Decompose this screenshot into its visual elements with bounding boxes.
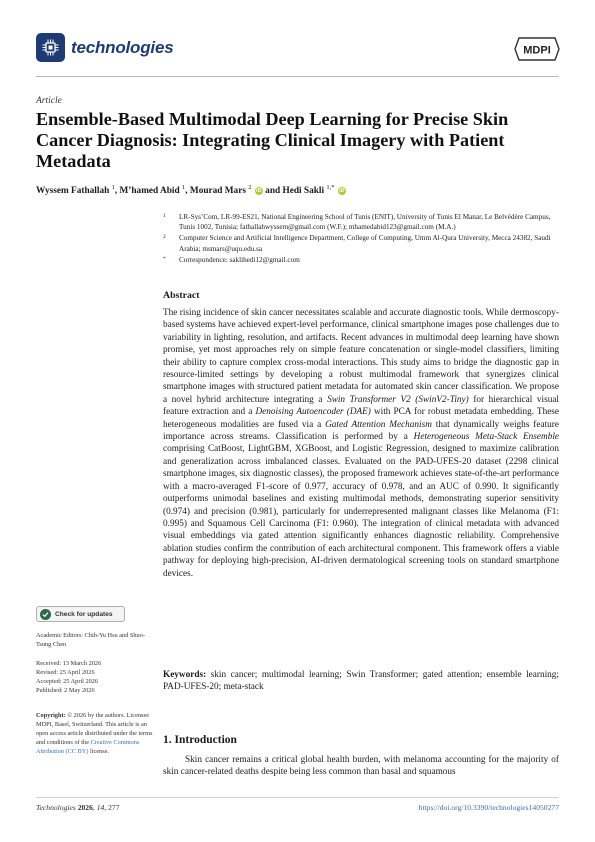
author-name[interactable]: Hedi Sakli — [282, 186, 325, 197]
copyright-tail: license. — [88, 747, 110, 755]
correspondence-text: Correspondence: saklihedi12@gmail.com — [179, 255, 300, 264]
author-name[interactable]: Mourad Mars — [189, 186, 246, 197]
doi-link[interactable]: https://doi.org/10.3390/technologies14050277 — [418, 803, 559, 812]
abstract-text: that dynamically weighs feature importance across streams. Classification is performed by a — [163, 419, 559, 443]
journal-name: technologies — [71, 37, 174, 57]
author-affiliation-mark: 1 — [182, 184, 186, 191]
copyright-label: Copyright: — [36, 712, 66, 719]
keywords-label: Keywords: — [163, 670, 207, 680]
affiliation-text: Computer Science and Artificial Intelligence Department, College of Computing, Umm Al-Qura University, Mecca 24382, Saudi Arabia; msmars@uqu.edu.sa — [179, 234, 551, 253]
author-list — [36, 184, 346, 196]
received-date: Received: 13 March 2026 — [36, 660, 102, 667]
check-updates-label: Check for updates — [55, 610, 113, 618]
orcid-icon[interactable]: iD — [256, 188, 262, 195]
abstract-text: The rising incidence of skin cancer necessitates scalable and accurate diagnostic tools. While dermoscopy-based systems have achieved expert-level performance, clinical smartphone images pose challenges due to variability in lighting, resolution, and artifacts. Recent advances in multimodal deep learning have shown promise, yet most approaches rely on simple feature concatenation or single-model classifiers, limiting their ability to capture complex cross-modal interactions. This study aims to bridge the diagnostic gap in resource-limited settings by developing a robust multimodal framework that synergizes clinical smartphone images with structured patient metadata for automated skin cancer classification. We propose a novel hybrid architecture integrating a — [163, 308, 559, 405]
license-link[interactable]: Creative Commons Attribution (CC BY) — [36, 738, 140, 755]
technologies-journal-icon — [36, 33, 65, 62]
author-name[interactable]: Wyssem Fathallah — [36, 186, 110, 197]
affiliation-item — [163, 255, 563, 265]
affiliation-text: LR-Sys’Com, LR-99-ES21, National Engineering School of Tunis (ENIT), University of Tunis El Manar, Le Belvédère Campus, Tunis 1002, Tunisia; fathallahwyssem@gmail.com (W.F.); mhamedabid123@gmail.com (M.A.) — [179, 213, 551, 232]
academic-editors: Academic Editors: Chih-Yu Hsu and Shuo-Tsung Chen — [36, 632, 145, 648]
author-name[interactable]: M’hamed Abid — [119, 186, 180, 197]
orcid-icon[interactable]: iD — [339, 188, 345, 195]
mdpi-logo[interactable] — [514, 37, 560, 61]
abstract-emphasis: Swin Transformer V2 (SwinV2-Tiny) — [327, 394, 469, 405]
author-affiliation-mark: 1,* — [326, 184, 335, 191]
accepted-date: Accepted: 25 April 2026 — [36, 677, 99, 685]
publication-dates — [36, 660, 158, 696]
footer-page: 277 — [108, 803, 120, 812]
affiliation-mark: 1 — [163, 213, 166, 219]
published-date: Published: 2 May 2026 — [36, 686, 95, 694]
author-affiliation-mark: 2 — [248, 184, 252, 191]
check-updates-icon — [40, 609, 51, 620]
abstract-heading: Abstract — [163, 290, 200, 301]
header-divider — [36, 76, 559, 77]
abstract-text: with PCA for robust metadata embedding. These heterogeneous modalities are fused via a — [163, 407, 560, 430]
copyright-text: © 2026 by the authors. Licensee MDPI, Basel, Switzerland. This article is an open access article distributed under the terms and conditions of the — [36, 712, 153, 746]
abstract-text: for hierarchical visual feature extraction and a — [163, 394, 559, 418]
affiliation-item — [163, 233, 563, 253]
affiliation-item — [163, 212, 563, 232]
publisher-name: MDPI — [523, 44, 551, 57]
introduction-text: Skin cancer remains a critical global health burden, with melanoma accounting for the majority of skin cancer-related deaths despite being less common than basal and squamous — [163, 755, 559, 778]
citation-footer: Technologies 2026, 14, 277 — [36, 803, 120, 812]
author-separator: , — [114, 186, 120, 197]
revised-date: Revised: 25 April 2026 — [36, 668, 95, 676]
keywords — [163, 669, 559, 694]
footer-divider — [36, 797, 559, 798]
abstract-emphasis: Heterogeneous Meta-Stack Ensemble — [413, 432, 559, 443]
author-separator: , — [185, 186, 190, 197]
abstract-body — [163, 307, 559, 580]
author-affiliation-mark: 1 — [111, 184, 115, 191]
abstract-emphasis: Denoising Autoencoder (DAE) — [255, 407, 371, 418]
journal-logo[interactable] — [36, 33, 173, 62]
keywords-text: skin cancer; multimodal learning; Swin Transformer; gated attention; ensemble learning; PAD-UFES-20; meta-stack — [163, 670, 559, 693]
abstract-text: comprising CatBoost, LightGBM, XGBoost, and Logistic Regression, designed to maximize calibration and generalization across imbalanced classes. Evaluated on the PAD-UFES-20 dataset (2298 clinical smartphone images, six diagnostic classes), the proposed framework achieves state-of-the-art performance with a macro-averaged F1-score of 0.977, accuracy of 0.978, and an AUC of 0.990. It significantly outperforms unimodal baselines and existing multimodal methods, demonstrating superior sensitivity (0.974) and precision (0.981), particularly for underrepresented malignant classes like Melanoma (F1: 0.995) and Squamous Cell Carcinoma (F1: 0.960). The integration of clinical metadata with advanced visual embeddings via gated attention significantly enhances diagnostic reliability. Comprehensive ablation studies confirm the contribution of each architectural component. This framework offers a viable pathway for deploying high-precision, AI-driven dermatological screening tools on standard smartphone devices. — [163, 444, 559, 579]
abstract-emphasis: Gated Attention Mechanism — [325, 419, 432, 430]
footer-year: 2026 — [77, 803, 93, 812]
footer-journal: Technologies — [36, 803, 76, 812]
affiliation-list — [163, 212, 563, 266]
author-separator: and — [262, 186, 283, 197]
affiliation-mark: 2 — [163, 234, 166, 241]
article-type: Article — [36, 96, 62, 106]
footer-volume: 14 — [96, 803, 105, 812]
copyright-notice — [36, 712, 158, 757]
section-heading-introduction: 1. Introduction — [163, 734, 237, 746]
check-for-updates-button[interactable] — [36, 606, 125, 622]
affiliation-mark: * — [163, 255, 166, 262]
article-title: Ensemble-Based Multimodal Deep Learning for Precise Skin Cancer Diagnosis: Integrating Clinical Imagery with Patient Metadata — [36, 109, 509, 171]
